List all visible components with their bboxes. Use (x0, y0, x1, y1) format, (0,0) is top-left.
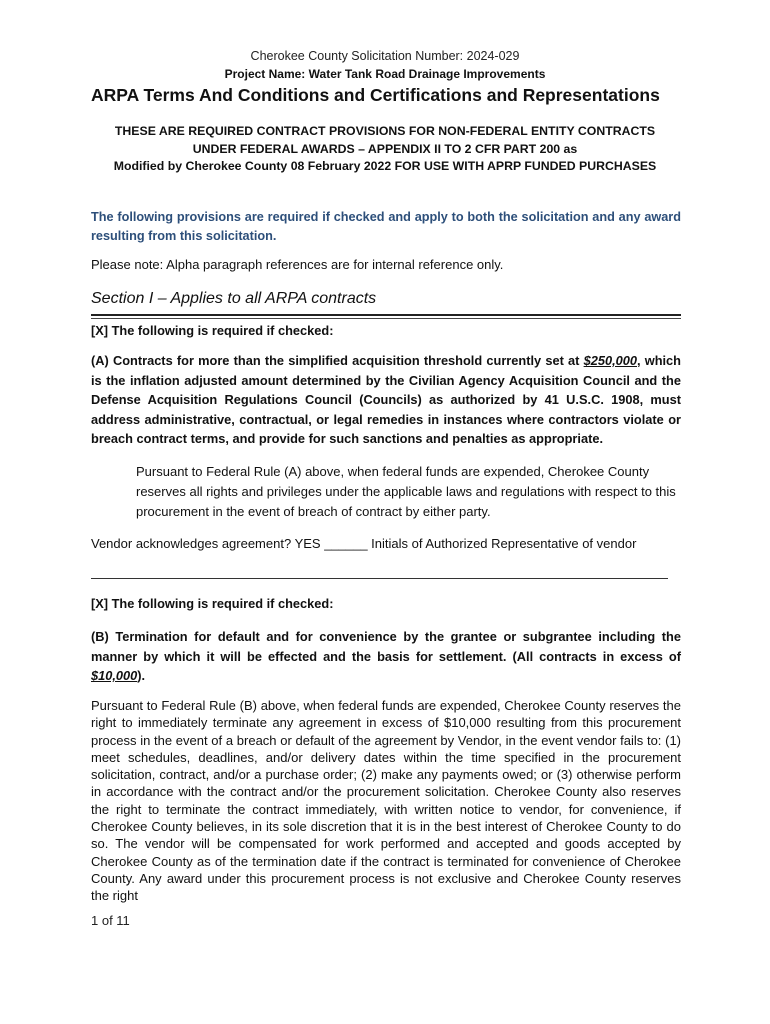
provision-a-text-start: (A) Contracts for more than the simplified acquisition threshold currently set at (91, 353, 584, 368)
required-line-1: THESE ARE REQUIRED CONTRACT PROVISIONS FOR NON-FEDERAL ENTITY CONTRACTS (114, 124, 656, 138)
provision-a-text-end: , which is the inflation adjusted amount determined by the Civilian Agency Acquisition Council and the Defense Acquisition Regulations Council (Councils) as authorized by 41 U.S.C. 1908, must address administrative, contractual, or legal remedies in instances where contractors violate or breach contract terms, and provide for such sanctions and penalties as appropriate. (91, 353, 681, 446)
required-line-2: UNDER FEDERAL AWARDS – APPENDIX II TO 2 CFR PART 200 as (192, 141, 578, 156)
checkbox-label-a: [X] The following is required if checked: (91, 323, 334, 338)
section-divider (91, 314, 681, 316)
alpha-note: Please note: Alpha paragraph references are for internal reference only. (91, 257, 504, 272)
pursuant-a: Pursuant to Federal Rule (A) above, when federal funds are expended, Cherokee County reserves all rights and privileges under the applicable laws and regulations with respect to this procurement in the event of breach of contract by either party. (136, 464, 676, 519)
contract-amount: $10,000 (91, 668, 138, 683)
provision-b-text-start: (B) Termination for default and for convenience by the grantee or subgrantee including the manner by which it will be effected and the basis for settlement. (All contracts in excess of (91, 629, 681, 664)
required-provisions-heading (0, 123, 770, 176)
vendor-acknowledgement: Vendor acknowledges agreement? YES ______ Initials of Authorized Representative of vendor (91, 536, 637, 551)
threshold-amount: $250,000 (583, 353, 637, 368)
required-line-3: Modified by Cherokee County 08 February 2022 FOR USE WITH APRP FUNDED PURCHASES (113, 159, 657, 173)
provision-a (91, 351, 681, 449)
signature-line (91, 578, 668, 579)
page-number: 1 of 11 (91, 913, 130, 928)
pursuant-b: Pursuant to Federal Rule (B) above, when federal funds are expended, Cherokee County reserves the right to immediately terminate any agreement in excess of $10,000 resulting from this procurement process in the event of a breach or default of the agreement by Vendor, in the event vendor fails to: (1) meet schedules, deadlines, and/or delivery dates within the time specified in the procurement solicitation, contract, and/or a purchase order; (2) make any payments owed; or (3) otherwise perform in accordance with the contract and/or the procurement solicitation. Cherokee County also reserves the right to terminate the contract immediately, with written notice to vendor, for convenience, if Cherokee County believes, in its sole discretion that it is in the best interest of Cherokee County to do so. The vendor will be compensated for work performed and accepted and goods accepted by Cherokee County as of the termination date if the contract is terminated for convenience of Cherokee County. Any award under this procurement process is not exclusive and Cherokee County reserves the right (91, 698, 681, 904)
page-title: ARPA Terms And Conditions and Certifications and Representations (91, 85, 660, 105)
provision-b-text-end: ). (137, 668, 146, 683)
checkbox-label-b: [X] The following is required if checked: (91, 596, 334, 611)
section-divider-thin (91, 318, 681, 319)
provision-b (91, 627, 681, 686)
solicitation-number: Cherokee County Solicitation Number: 2024-029 (250, 49, 520, 63)
intro-paragraph: The following provisions are required if checked and apply to both the solicitation and any award resulting from this solicitation. (91, 210, 681, 243)
project-name: Project Name: Water Tank Road Drainage Improvements (224, 67, 546, 81)
section-heading: Section I – Applies to all ARPA contracts (91, 290, 377, 307)
